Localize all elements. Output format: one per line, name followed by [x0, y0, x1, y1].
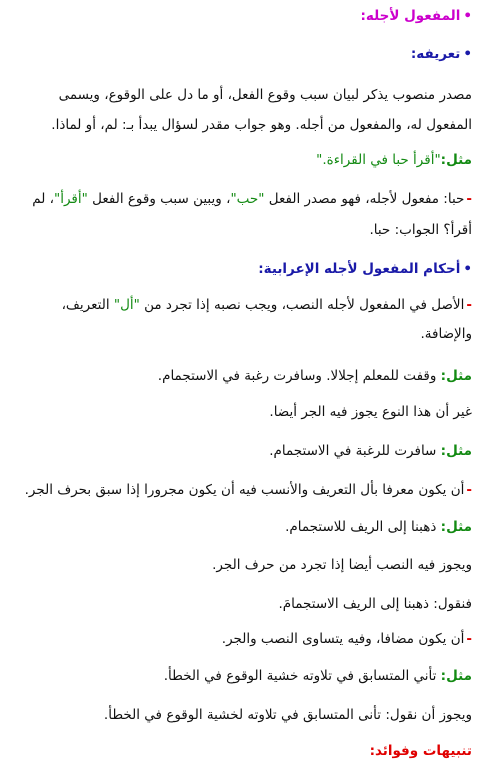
rule-line: -أن يكون معرفا بأل التعريف والأنسب فيه أن يكون مجرورا إذا سبق بحرف الجر. [24, 482, 472, 498]
example-text: تأني المتسابق في تلاوته خشية الوقوع في الخطأ. [163, 668, 441, 684]
dash-bullet-icon: - [466, 482, 472, 498]
example-label: مثل: [440, 443, 472, 459]
example-row [8, 366, 472, 386]
footer-heading: تنبيهات وفوائد: [369, 743, 472, 759]
rule-line: والإضافة. [420, 326, 472, 342]
explanation-line: أقرأ؟ الجواب: حبا. [369, 222, 472, 238]
rule-line: -الأصل في المفعول لأجله النصب، ويجب نصبه إذا تجرد من "أل" التعريف، [61, 297, 472, 313]
note-line: ويجوز فيه النصب أيضا إذا تجرد من حرف الجر. [212, 557, 472, 573]
example-text: سافرت للرغبة في الاستجمام. [269, 443, 441, 459]
page-title: •المفعول لأجله: [360, 8, 472, 24]
note-line: غير أن هذا النوع يجوز فيه الجر أيضا. [269, 404, 472, 420]
rule-line: -أن يكون مضافا، وفيه يتساوى النصب والجر. [221, 631, 472, 647]
example-label: مثل: [440, 368, 472, 384]
example-label: مثل: [440, 152, 472, 168]
example-text: "أقرأ حبا في القراءة." [316, 152, 441, 168]
bullet-dot-icon: • [463, 46, 472, 62]
example-text: ذهبنا إلى الريف للاستجمام. [285, 519, 441, 535]
dash-bullet-icon: - [466, 631, 472, 647]
example-text: وقفت للمعلم إجلالا. وسافرت رغبة في الاستجمام. [157, 368, 441, 384]
explanation-line: -حبا: مفعول لأجله، فهو مصدر الفعل "حب"، ويبين سبب وقوع الفعل "أقرأ"، لم [32, 191, 472, 207]
example-row [8, 441, 472, 461]
bullet-dot-icon: • [463, 261, 472, 277]
dash-bullet-icon: - [466, 191, 472, 207]
note-line: فنقول: ذهبنا إلى الريف الاستجمامَ. [278, 596, 472, 612]
definition-heading: •تعريفه: [410, 46, 472, 62]
definition-line: مصدر منصوب يذكر لبيان سبب وقوع الفعل، أو ما دل على الوقوع، ويسمى [58, 87, 472, 103]
example-row [8, 666, 472, 686]
note-line: ويجوز أن نقول: تأنى المتسابق في تلاوته لخشية الوقوع في الخطأ. [103, 707, 472, 723]
definition-line: المفعول له، والمفعول من أجله. وهو جواب مقدر لسؤال يبدأ بـ: لم، أو لماذا. [51, 117, 472, 133]
example-label: مثل: [440, 519, 472, 535]
rules-heading: •أحكام المفعول لأجله الإعرابية: [258, 261, 472, 277]
dash-bullet-icon: - [466, 297, 472, 313]
bullet-dot-icon: • [463, 8, 472, 24]
example-label: مثل: [440, 668, 472, 684]
example-row [8, 150, 472, 170]
example-row [8, 517, 472, 537]
